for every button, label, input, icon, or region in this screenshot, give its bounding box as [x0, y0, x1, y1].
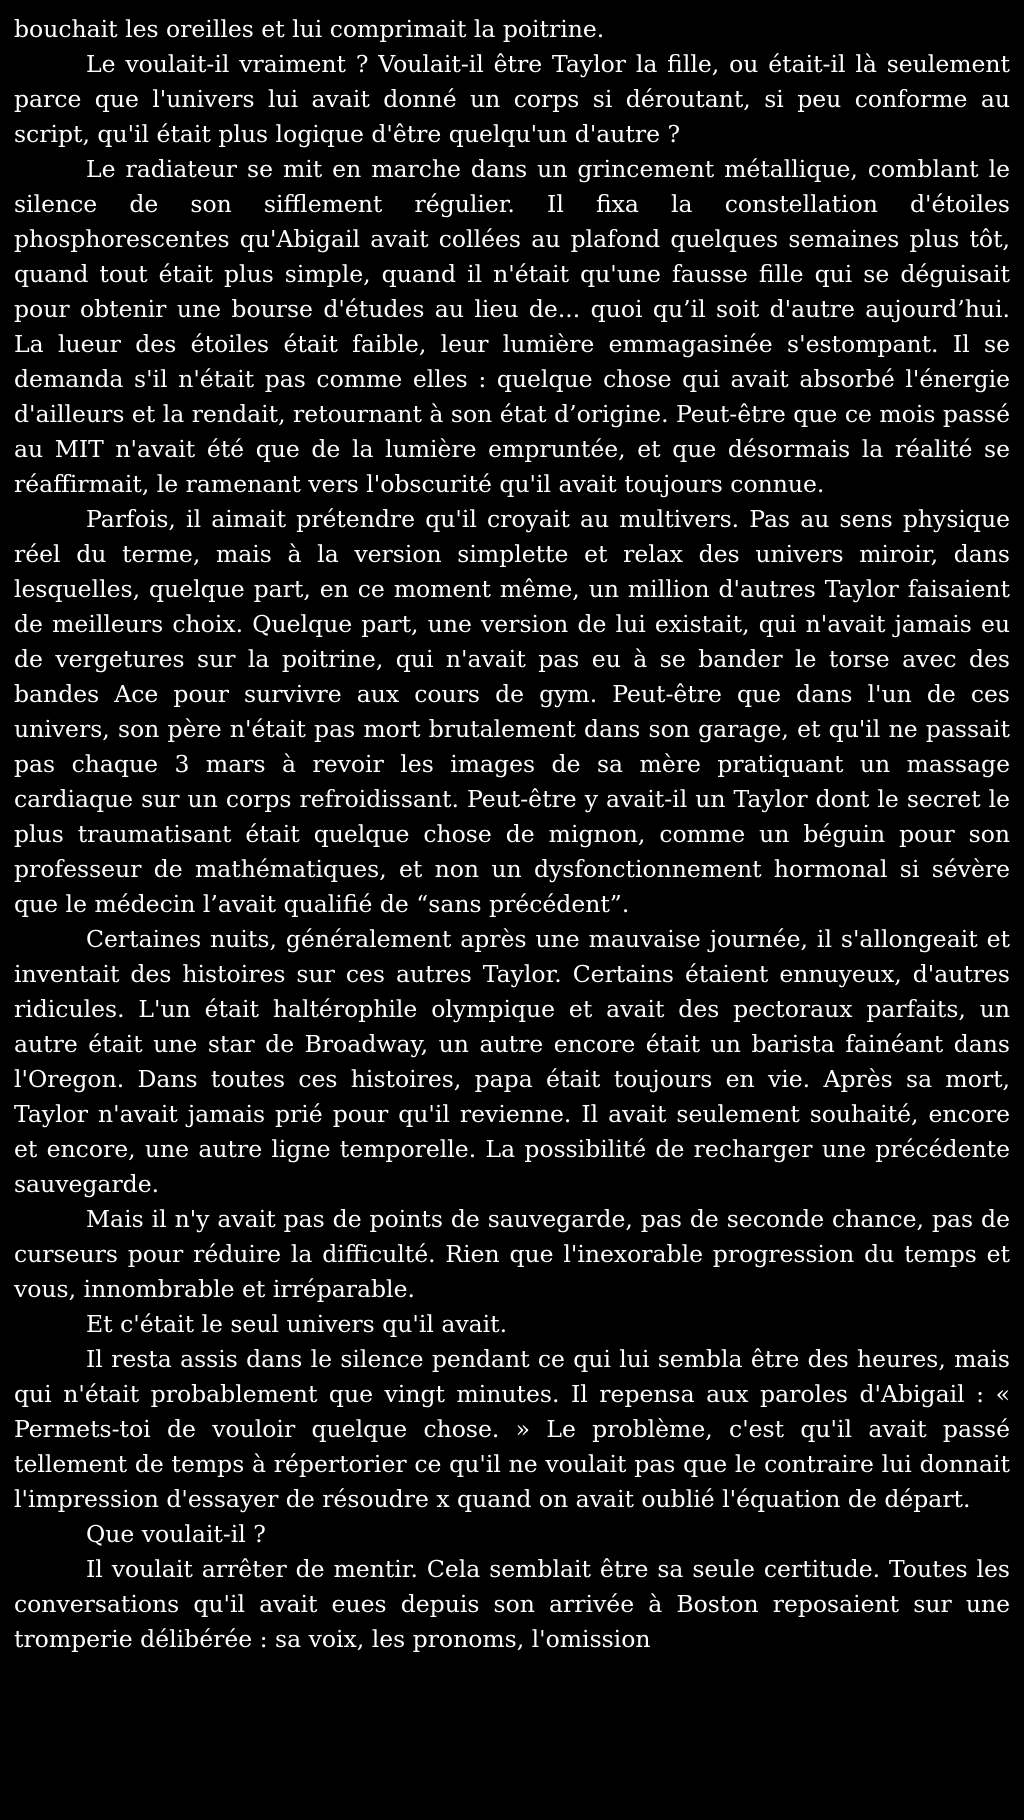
paragraph: Que voulait-il ? [86, 1520, 266, 1548]
paragraph: Et c'était le seul univers qu'il avait. [86, 1310, 508, 1338]
paragraph: Le voulait-il vraiment ? Voulait-il être Taylor la fille, ou était-il là seulement parce que l'univers lui avait donné un corps si déroutant, si peu conforme au script, qu'il était plus logique d'être quelqu'un d'autre ? [14, 50, 1010, 148]
paragraph: Il resta assis dans le silence pendant ce qui lui sembla être des heures, mais qui n'était probablement que vingt minutes. Il repensa aux paroles d'Abigail : « Permets-toi de vouloir quelque chose. » Le problème, c'est qu'il avait passé tellement de temps à répertorier ce qu'il ne voulait pas que le contraire lui donnait l'impression d'essayer de résoudre x quand on avait oublié l'équation de départ. [14, 1345, 1010, 1513]
paragraph: bouchait les oreilles et lui comprimait la poitrine. [14, 15, 605, 43]
paragraph: Parfois, il aimait prétendre qu'il croyait au multivers. Pas au sens physique réel du terme, mais à la version simplette et relax des univers miroir, dans lesquelles, quelque part, en ce moment même, un million d'autres Taylor faisaient de meilleurs choix. Quelque part, une version de lui existait, qui n'avait jamais eu de vergetures sur la poitrine, qui n'avait pas eu à se bander le torse avec des bandes Ace pour survivre aux cours de gym. Peut-être que dans l'un de ces univers, son père n'était pas mort brutalement dans son garage, et qu'il ne passait pas chaque 3 mars à revoir les images de sa mère pratiquant un massage cardiaque sur un corps refroidissant. Peut-être y avait-il un Taylor dont le secret le plus traumatisant était quelque chose de mignon, comme un béguin pour son professeur de mathématiques, et non un dysfonctionnement hormonal si sévère que le médecin l’avait qualifié de “sans précédent”. [14, 505, 1010, 918]
paragraph: Le radiateur se mit en marche dans un grincement métallique, comblant le silence de son sifflement régulier. Il fixa la constellation d'étoiles phosphorescentes qu'Abigail avait collées au plafond quelques semaines plus tôt, quand tout était plus simple, quand il n'était qu'une fausse fille qui se déguisait pour obtenir une bourse d'études au lieu de... quoi qu’il soit d'autre aujourd’hui. La lueur des étoiles était faible, leur lumière emmagasinée s'estompant. Il se demanda s'il n'était pas comme elles : quelque chose qui avait absorbé l'énergie d'ailleurs et la rendait, retournant à son état d’origine. Peut-être que ce mois passé au MIT n'avait été que de la lumière empruntée, et que désormais la réalité se réaffirmait, le ramenant vers l'obscurité qu'il avait toujours connue. [14, 155, 1010, 498]
paragraph: Certaines nuits, généralement après une mauvaise journée, il s'allongeait et inventait des histoires sur ces autres Taylor. Certains étaient ennuyeux, d'autres ridicules. L'un était haltérophile olympique et avait des pectoraux parfaits, un autre était une star de Broadway, un autre encore était un barista fainéant dans l'Oregon. Dans toutes ces histoires, papa était toujours en vie. Après sa mort, Taylor n'avait jamais prié pour qu'il revienne. Il avait seulement souhaité, encore et encore, une autre ligne temporelle. La possibilité de recharger une précédente sauvegarde. [14, 925, 1010, 1198]
paragraph: Mais il n'y avait pas de points de sauvegarde, pas de seconde chance, pas de curseurs pour réduire la difficulté. Rien que l'inexorable progression du temps et vous, innombrable et irréparable. [14, 1205, 1010, 1303]
paragraph: Il voulait arrêter de mentir. Cela semblait être sa seule certitude. Toutes les conversations qu'il avait eues depuis son arrivée à Boston reposaient sur une tromperie délibérée : sa voix, les pronoms, l'omission [14, 1555, 1010, 1653]
